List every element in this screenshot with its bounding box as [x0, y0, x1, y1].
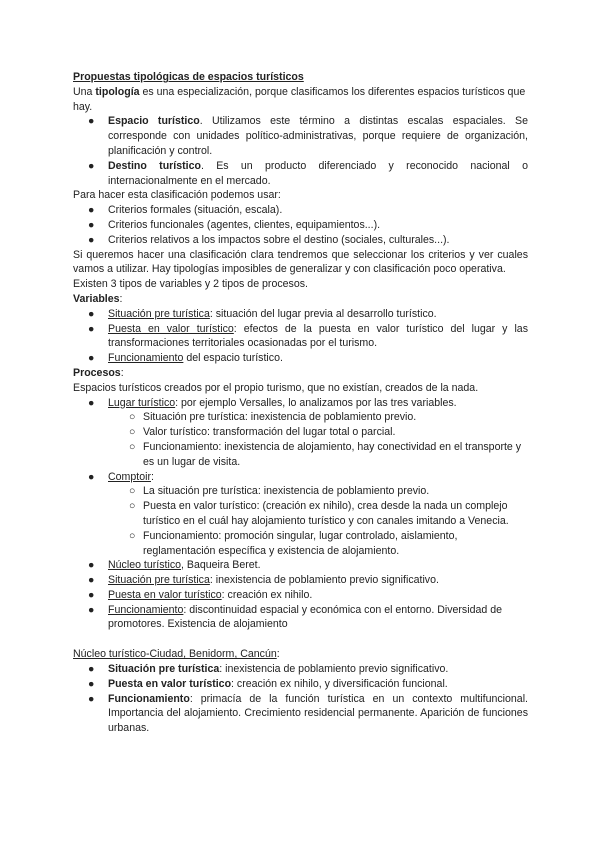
sub-list	[108, 410, 528, 469]
list-item: ● Espacio turístico. Utilizamos este término a distintas escalas espaciales. Se corresponde con unidades político-administrativas, porque requiere de organización, planificación y control.	[88, 115, 528, 157]
sub-list-item: ○ Funcionamiento: inexistencia de alojamiento, hay conectividad en el transporte y es un lugar de visita.	[129, 440, 522, 468]
procesos-intro: Espacios turísticos creados por el propio turismo, que no existían, creados de la nada.	[73, 381, 479, 394]
document-page	[73, 70, 528, 736]
procesos-heading: Procesos:	[73, 366, 124, 379]
sub-list-item: ○ La situación pre turística: inexistencia de poblamiento previo.	[129, 485, 430, 498]
list-item: ● Criterios formales (situación, escala).	[88, 204, 283, 217]
list-item: ● Situación pre turística: inexistencia de poblamiento previo significativo.	[88, 663, 449, 676]
list-item: ● Puesta en valor turístico: creación ex nihilo, y diversificación funcional.	[88, 677, 448, 690]
sub-list-item: ○ Puesta en valor turístico: (creación ex nihilo), crea desde la nada un complejo turístico en el cuál hay alojamiento turístico y con canales imitando a Venecia.	[129, 500, 509, 527]
list-item: ● Funcionamiento: discontinuidad espacial y económica con el entorno. Diversidad de promotores. Existencia de alojamiento	[88, 603, 502, 631]
sub-list-item: ○ Valor turístico: transformación del lugar total o parcial.	[129, 426, 396, 439]
list-item: ● Funcionamiento: primacía de la función turística en un contexto multifuncional. Importancia del alojamiento. Crecimiento residencial permanente. Aparición de funciones urbanas.	[88, 692, 528, 735]
list-item: ● Situación pre turística: situación del lugar previa al desarrollo turístico.	[88, 307, 437, 320]
variables-heading: Variables:	[73, 292, 123, 305]
intro-paragraph: Una tipología es una especialización, porque clasificamos los diferentes espacios turísticos que hay.	[73, 85, 526, 113]
ciudad-list	[73, 662, 528, 736]
list-item: ● Criterios relativos a los impactos sobre el destino (sociales, culturales...).	[88, 233, 450, 246]
list-item: ● Criterios funcionales (agentes, clientes, equipamientos...).	[88, 218, 381, 231]
sub-list	[108, 484, 528, 558]
blank-line	[73, 632, 528, 647]
variables-list	[73, 307, 528, 366]
ciudad-heading: Núcleo turístico-Ciudad, Benidorm, Cancún:	[73, 648, 280, 661]
procesos-list	[73, 396, 528, 633]
document-title: Propuestas tipológicas de espacios turísticos	[73, 71, 304, 83]
types-list	[73, 114, 528, 188]
list-item: ● Lugar turístico: por ejemplo Versalles, lo analizamos por las tres variables. ○ Situación pre turística: inexistencia de poblamiento previo. ○ Valor turístico: transformación del lugar total o parcial. ○ Funcionamiento: inexistencia de alojamiento, hay conectividad en el transporte y es un lugar de visita.	[73, 396, 528, 470]
list-item: ● Situación pre turística: inexistencia de poblamiento previo significativo.	[88, 574, 439, 587]
list-item: ● Funcionamiento del espacio turístico.	[88, 352, 283, 365]
list-item: ● Comptoir: ○ La situación pre turística: inexistencia de poblamiento previo. ○ Puesta en valor turístico: (creación ex nihilo), crea desde la nada un complejo turístico en el cuál hay alojamiento turístico y con canales imitando a Venecia. ○ Funcionamiento: promoción singular, lugar controlado, aislamiento, reglamentación específica y existencia de alojamiento.	[73, 470, 528, 559]
sub-list-item: ○ Situación pre turística: inexistencia de poblamiento previo.	[129, 411, 417, 424]
list-item: ● Destino turístico. Es un producto diferenciado y reconocido nacional o internacionalmente en el mercado.	[88, 159, 528, 187]
list-item: ● Núcleo turístico, Baqueira Beret.	[88, 559, 261, 572]
select-paragraph: Si queremos hacer una clasificación clara tendremos que seleccionar los criterios y ver cuales vamos a utilizar. Hay tipologías imposibles de generalizar y con clasificación poco operativa.	[73, 248, 528, 276]
list-item: ● Puesta en valor turístico: efectos de la puesta en valor turístico del lugar y las transformaciones territoriales ocasionadas por el turismo.	[88, 322, 528, 350]
count-paragraph: Existen 3 tipos de variables y 2 tipos de procesos.	[73, 278, 308, 291]
sub-list-item: ○ Funcionamiento: promoción singular, lugar controlado, aislamiento, reglamentación específica y existencia de alojamiento.	[129, 529, 458, 557]
criteria-intro: Para hacer esta clasificación podemos usar:	[73, 189, 281, 202]
criteria-list	[73, 203, 528, 247]
list-item: ● Puesta en valor turístico: creación ex nihilo.	[88, 588, 313, 601]
